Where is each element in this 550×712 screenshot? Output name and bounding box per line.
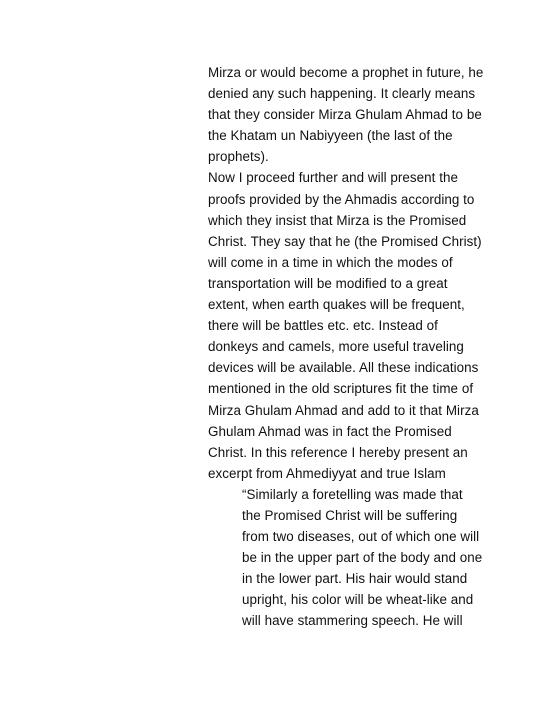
text-line: Mirza Ghulam Ahmad and add to it that Mirza [208,402,479,418]
quote-line: will have stammering speech. He will [242,613,463,629]
text-line: prophets). [208,149,269,165]
text-line: proofs provided by the Ahmadis according to [208,191,475,207]
quote-line: upright, his color will be wheat-like and [242,592,474,608]
text-line: excerpt from Ahmediyyat and true Islam [208,465,446,481]
text-line: donkeys and camels, more useful traveling [208,339,464,355]
text-line: Christ. In this reference I hereby present an [208,444,468,460]
quote-line: be in the upper part of the body and one [242,550,483,566]
quote-line: “Similarly a foretelling was made that [242,486,463,502]
text-line: that they consider Mirza Ghulam Ahmad to be [208,107,482,123]
text-line: Mirza or would become a prophet in future, he [208,65,484,80]
paragraph-1 [208,62,508,167]
text-line: which they insist that Mirza is the Promised [208,212,467,228]
text-line: devices will be available. All these indications [208,360,479,376]
body-text [208,62,508,632]
text-line: Now I proceed further and will present the [208,170,458,186]
quote-line: from two diseases, out of which one will [242,529,480,545]
quote-line: in the lower part. His hair would stand [242,571,468,587]
text-line: Ghulam Ahmad was in fact the Promised [208,423,452,439]
text-line: denied any such happening. It clearly means [208,86,476,102]
text-line: there will be battles etc. etc. Instead of [208,318,438,334]
quote-line: the Promised Christ will be suffering [242,507,458,523]
text-line: the Khatam un Nabiyyeen (the last of the [208,128,453,144]
text-line: extent, when earth quakes will be frequent, [208,297,465,313]
paragraph-2 [208,167,508,483]
text-line: Christ. They say that he (the Promised Christ) [208,233,482,249]
text-line: mentioned in the old scriptures fit the time of [208,381,474,397]
text-line: transportation will be modified to a great [208,275,448,291]
block-quote [208,484,508,632]
text-line: will come in a time in which the modes of [208,254,453,270]
